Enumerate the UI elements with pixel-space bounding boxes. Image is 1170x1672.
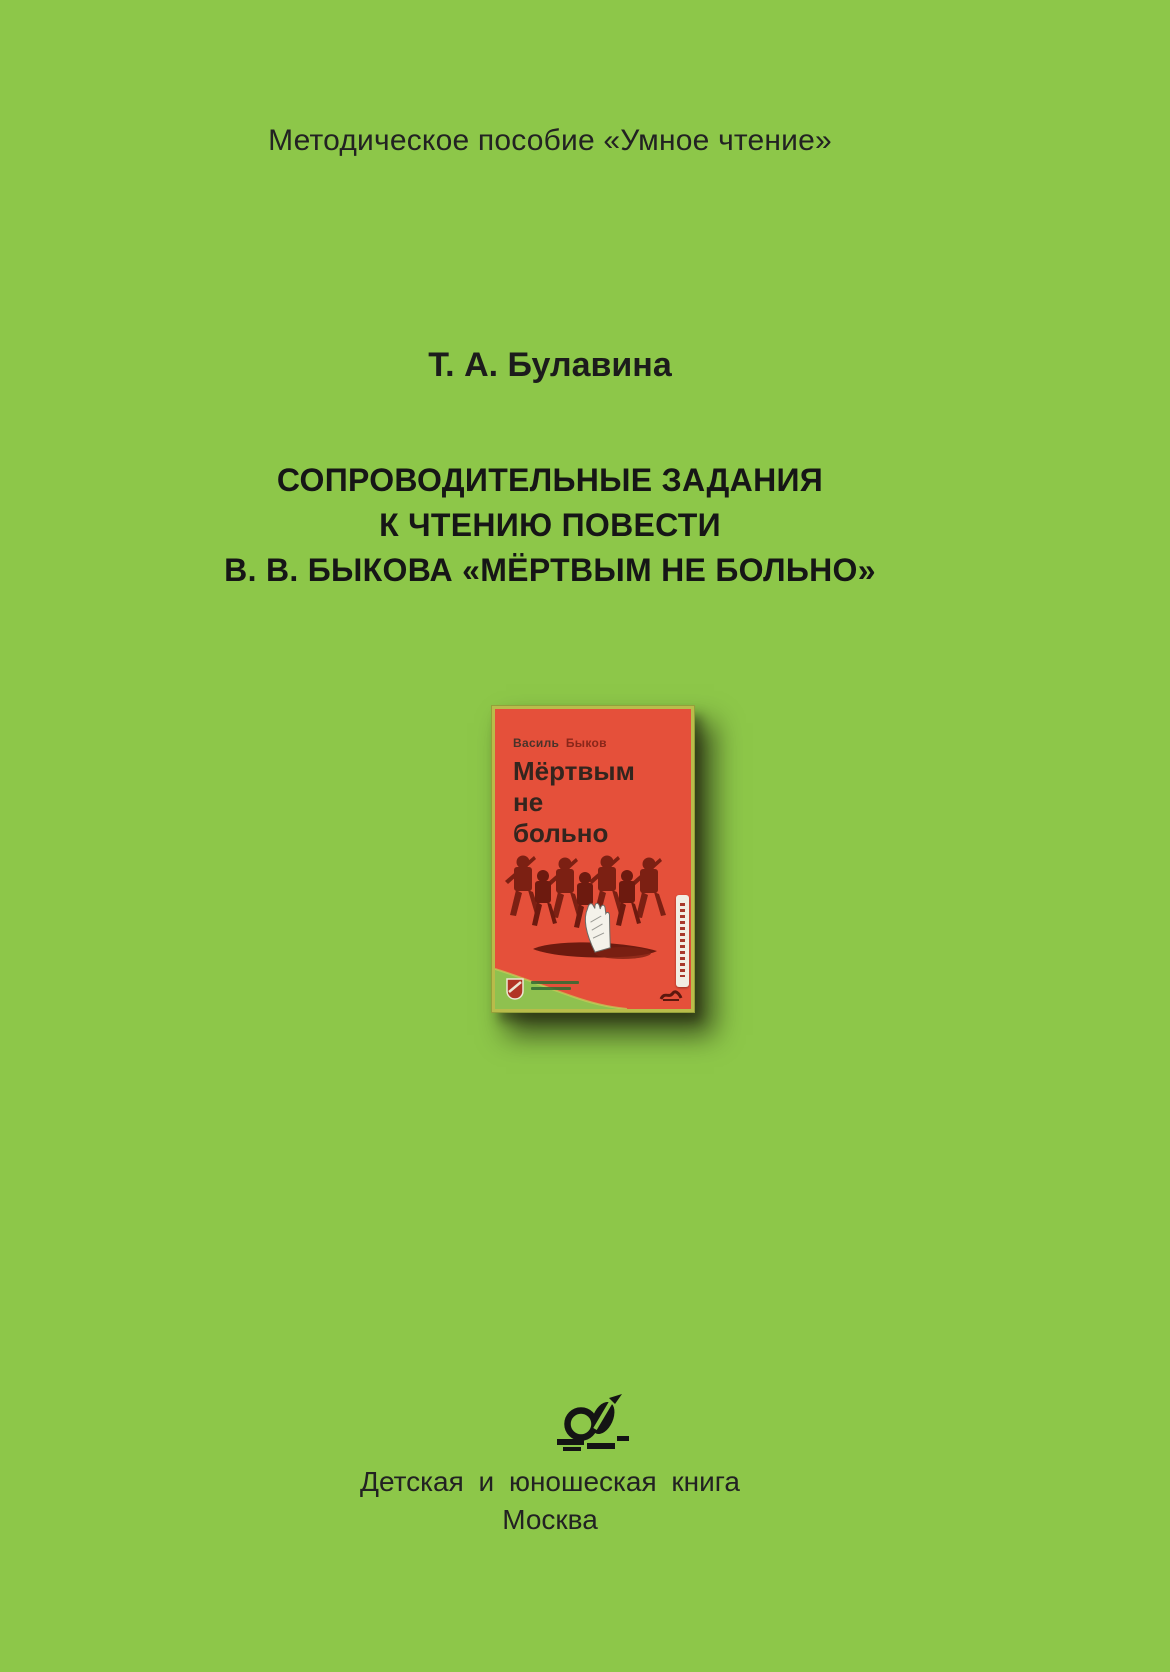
cover-title-line-3: больно [513, 818, 609, 848]
cover-title-line-1: Мёртвым [513, 756, 635, 786]
spine-strip-text [680, 903, 685, 977]
title-line-1: СОПРОВОДИТЕЛЬНЫЕ ЗАДАНИЯ [276, 462, 824, 498]
cover-author [513, 736, 607, 750]
series-shield-icon [506, 978, 524, 1000]
soldiers-illustration [505, 853, 681, 965]
author-name: Т. А. Булавина [428, 346, 672, 384]
publisher-name: Детская и юношеская книга [360, 1466, 740, 1497]
series-label: Методическое пособие «Умное чтение» [268, 124, 832, 157]
cover-title-line-2: не [513, 787, 544, 817]
book-cover-image [492, 706, 694, 1012]
title-line-3: В. В. БЫКОВА «МЁРТВЫМ НЕ БОЛЬНО» [224, 552, 876, 588]
spine-strip [676, 895, 689, 987]
cover-corner-mark-icon [659, 987, 683, 1003]
city-name: Москва [502, 1504, 598, 1535]
publisher-logo-icon [557, 1394, 629, 1452]
cover-author-last: Быков [565, 736, 607, 750]
series-caption-text [531, 981, 579, 993]
cover-title [513, 756, 635, 849]
book-title [0, 458, 1100, 593]
cover-author-first: Василь [513, 736, 560, 750]
title-line-2: К ЧТЕНИЮ ПОВЕСТИ [379, 507, 721, 543]
